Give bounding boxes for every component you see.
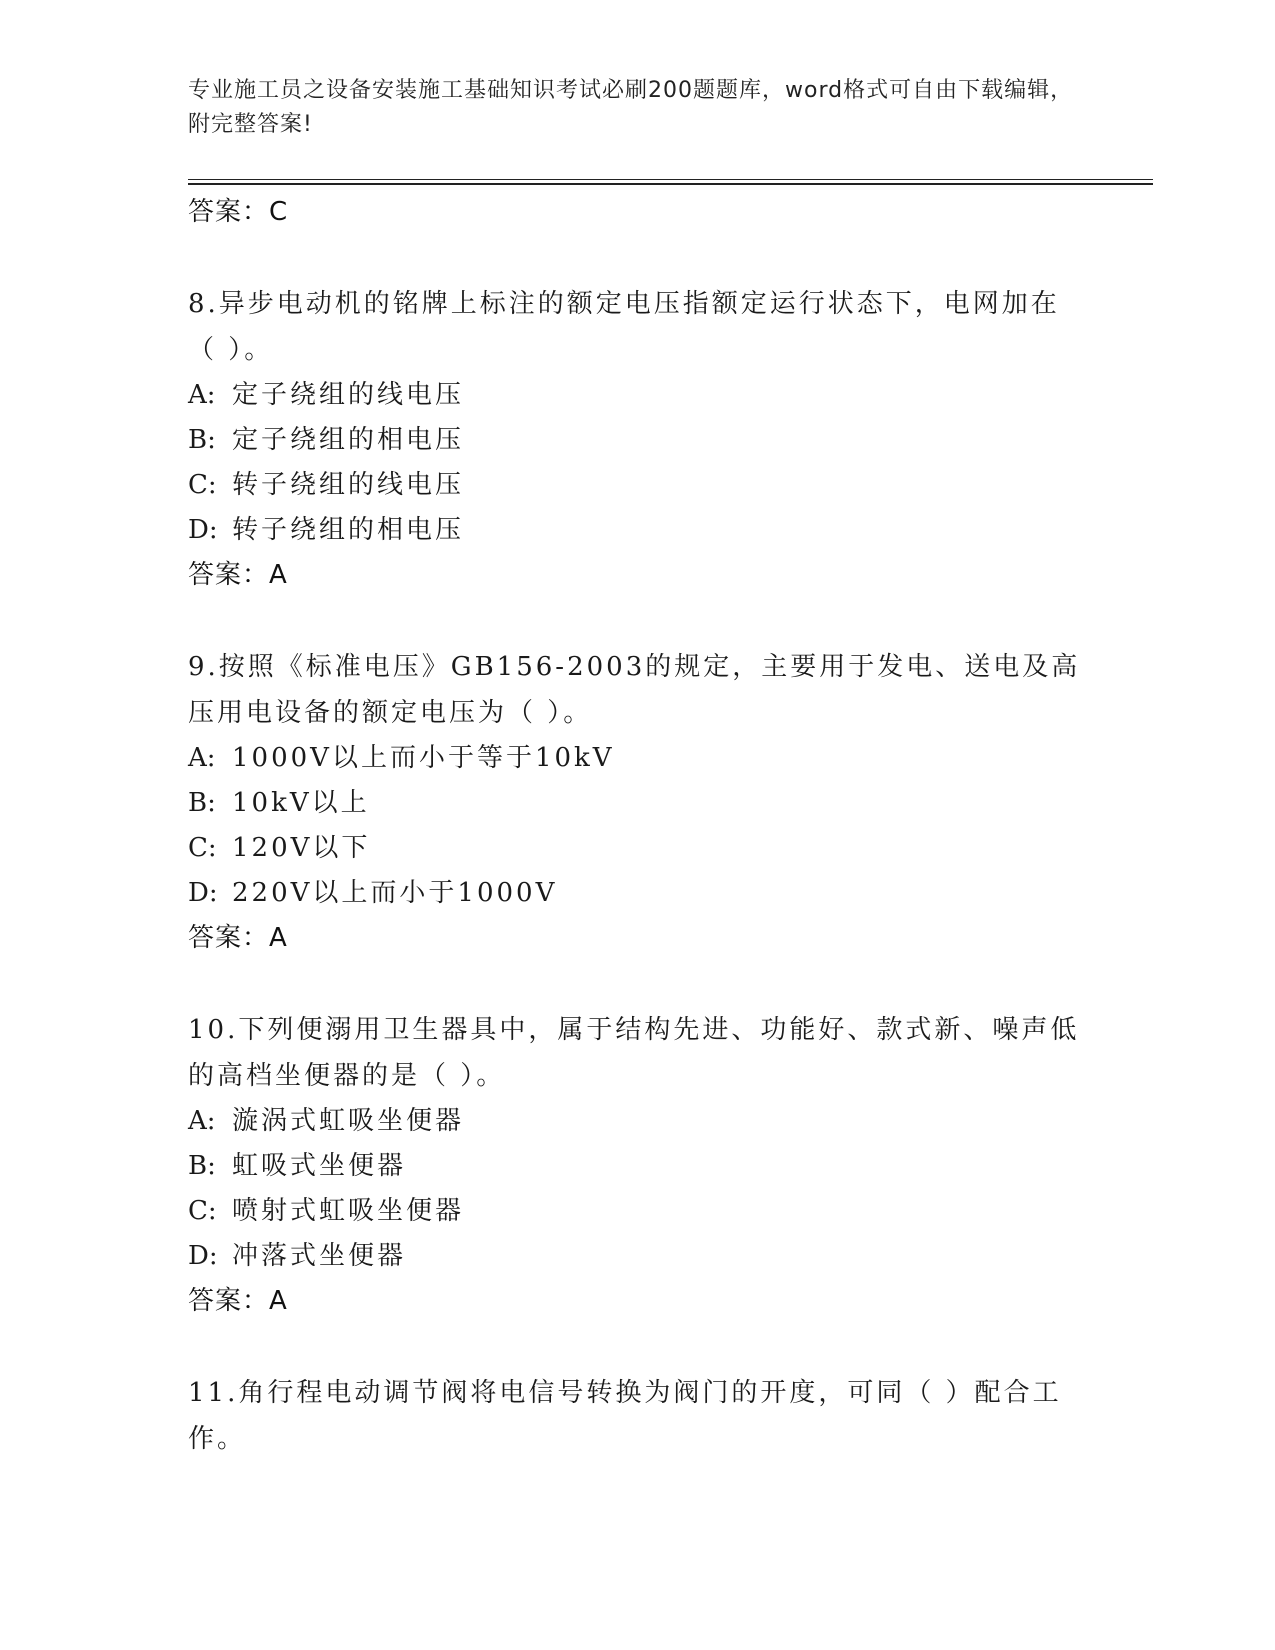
- option-key: A:: [188, 1106, 216, 1136]
- header-divider-thick: [188, 183, 1153, 185]
- question-10: [188, 1007, 1088, 1324]
- document-header: [188, 74, 1088, 142]
- header-title: 专业施工员之设备安装施工基础知识考试必刷200题题库，word格式可自由下载编辑，附完整答案!: [188, 78, 1074, 137]
- option-key: A:: [188, 743, 216, 773]
- option-text: 10kV以上: [232, 788, 370, 818]
- option-key: C:: [188, 470, 217, 500]
- option-b: [188, 418, 1088, 463]
- question-stem: 9.按照《标准电压》GB156-2003的规定，主要用于发电、送电及高压用电设备的额定电压为（ ）。: [188, 652, 1081, 728]
- option-text: 转子绕组的线电压: [232, 470, 465, 500]
- option-a: [188, 1099, 1088, 1144]
- header-divider-thin: [188, 179, 1153, 180]
- previous-answer: 答案：C: [188, 197, 289, 227]
- question-stem: 10.下列便溺用卫生器具中，属于结构先进、功能好、款式新、噪声低的高档坐便器的是（ ）。: [188, 1015, 1080, 1091]
- option-c: [188, 826, 1088, 871]
- answer: 答案：A: [188, 560, 288, 590]
- option-text: 冲落式坐便器: [232, 1241, 407, 1271]
- option-text: 喷射式虹吸坐便器: [232, 1196, 465, 1226]
- option-text: 120V以下: [232, 833, 371, 863]
- option-key: D:: [188, 515, 218, 545]
- option-c: [188, 1189, 1088, 1234]
- answer: 答案：A: [188, 1286, 288, 1316]
- option-d: [188, 508, 1088, 553]
- document-body: [188, 190, 1088, 1462]
- option-text: 转子绕组的相电压: [232, 515, 465, 545]
- option-text: 定子绕组的相电压: [232, 425, 465, 455]
- option-text: 定子绕组的线电压: [232, 380, 465, 410]
- option-key: C:: [188, 833, 217, 863]
- option-key: D:: [188, 1241, 218, 1271]
- question-stem: 11.角行程电动调节阀将电信号转换为阀门的开度，可同（ ）配合工作。: [188, 1378, 1062, 1454]
- option-b: [188, 1144, 1088, 1189]
- option-c: [188, 463, 1088, 508]
- option-d: [188, 1234, 1088, 1279]
- option-key: A:: [188, 380, 216, 410]
- option-text: 虹吸式坐便器: [232, 1151, 407, 1181]
- option-key: B:: [188, 425, 216, 455]
- option-b: [188, 781, 1088, 826]
- question-9: [188, 644, 1088, 961]
- option-text: 220V以上而小于1000V: [232, 878, 558, 908]
- option-key: B:: [188, 788, 216, 818]
- answer: 答案：A: [188, 923, 288, 953]
- question-8: [188, 281, 1088, 598]
- option-text: 漩涡式虹吸坐便器: [232, 1106, 465, 1136]
- option-key: D:: [188, 878, 218, 908]
- option-a: [188, 736, 1088, 781]
- option-text: 1000V以上而小于等于10kV: [232, 743, 615, 773]
- option-key: B:: [188, 1151, 216, 1181]
- option-d: [188, 871, 1088, 916]
- option-key: C:: [188, 1196, 217, 1226]
- option-a: [188, 373, 1088, 418]
- question-stem: 8.异步电动机的铭牌上标注的额定电压指额定运行状态下，电网加在（ ）。: [188, 289, 1060, 365]
- question-11: [188, 1370, 1088, 1462]
